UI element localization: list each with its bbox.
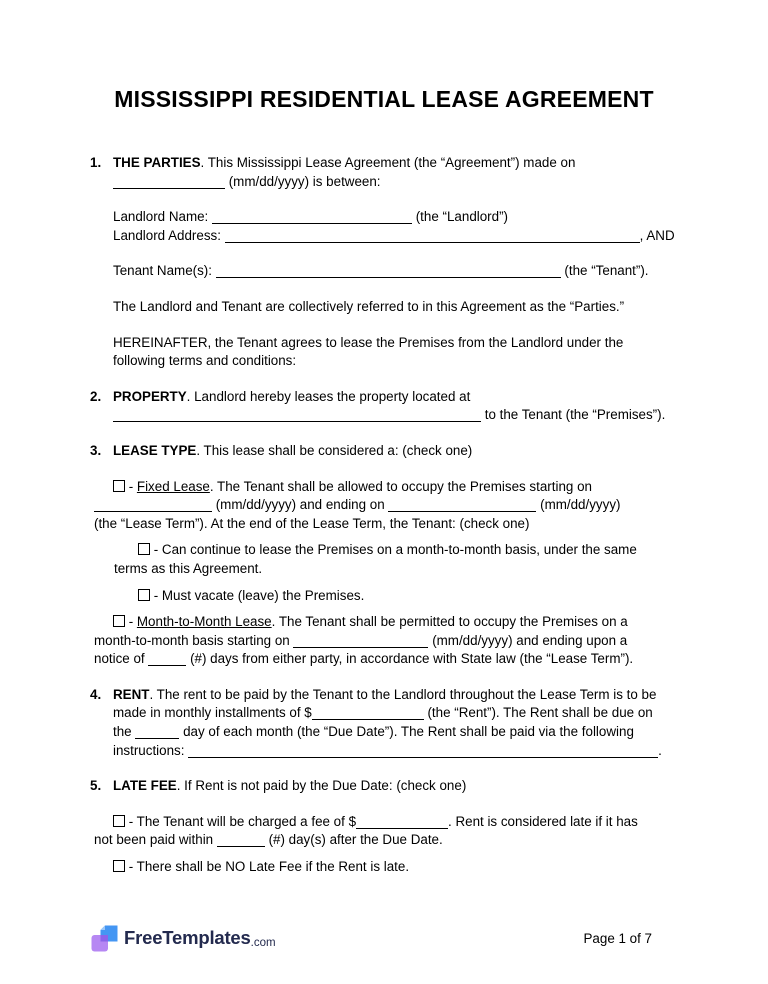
text-line <box>114 587 679 606</box>
text-line <box>113 173 679 192</box>
body-text: . This Mississippi Lease Agreement (the “Agreement”) made on <box>200 155 576 170</box>
text-line <box>94 858 679 877</box>
blank-fill-field[interactable] <box>212 209 412 224</box>
empty-checkbox-icon[interactable] <box>113 815 125 827</box>
body-text: . <box>658 742 662 758</box>
body-text: . This lease shall be considered a: (check one) <box>196 442 473 458</box>
brand-name: FreeTemplates <box>124 927 251 948</box>
body-text: day of each month (the “Due Date”). The Rent shall be paid via the following <box>179 724 634 740</box>
body-text: (the “Lease Term”). At the end of the Lease Term, the Tenant: (check one) <box>94 515 530 531</box>
blank-fill-field[interactable] <box>293 633 428 648</box>
text-line <box>113 208 679 227</box>
text-line <box>113 388 679 407</box>
body-text: the <box>113 724 136 740</box>
body-text: to the Tenant (the “Premises”). <box>481 407 666 423</box>
text-line <box>113 227 679 246</box>
checkbox-paragraph <box>94 613 679 669</box>
paragraph <box>113 298 679 317</box>
body-text: (mm/dd/yyyy) <box>536 497 621 513</box>
section-paragraph <box>90 442 679 461</box>
body-text: Landlord Address: <box>113 227 225 243</box>
document-body <box>90 154 679 877</box>
blank-fill-field[interactable] <box>216 263 561 278</box>
body-text: . Rent is considered late if it has <box>448 813 638 829</box>
checkbox-paragraph <box>94 478 679 534</box>
blank-fill-field[interactable] <box>217 832 265 847</box>
section-heading-text: THE PARTIES <box>113 155 201 170</box>
paragraph <box>113 334 679 371</box>
section-heading-text: LATE FEE <box>113 778 177 794</box>
body-text: following terms and conditions: <box>113 353 297 369</box>
brand-logo <box>91 925 276 952</box>
blank-fill-field[interactable] <box>188 743 658 758</box>
text-line <box>113 723 679 742</box>
text-line <box>113 352 679 371</box>
body-text: (#) day(s) after the Due Date. <box>264 832 443 848</box>
text-line <box>113 154 679 173</box>
empty-checkbox-icon[interactable] <box>138 543 150 555</box>
text-line <box>94 650 679 669</box>
section-paragraph <box>90 388 679 425</box>
text-line <box>113 742 679 761</box>
body-text: (the “Tenant”). <box>560 263 649 279</box>
body-text: made in monthly installments of $ <box>113 705 312 721</box>
page-footer <box>91 921 652 955</box>
blank-fill-field[interactable] <box>135 724 179 739</box>
section-heading-text: LEASE TYPE <box>113 442 197 458</box>
body-text: . The rent to be paid by the Tenant to the Landlord throughout the Lease Term is to be <box>149 686 657 702</box>
text-line <box>113 298 679 317</box>
text-line <box>94 613 679 632</box>
body-text: HEREINAFTER, the Tenant agrees to lease the Premises from the Landlord under the <box>113 334 624 350</box>
checkbox-paragraph <box>114 541 679 578</box>
empty-checkbox-icon[interactable] <box>113 860 125 872</box>
checkbox-paragraph <box>94 813 679 850</box>
text-line <box>113 334 679 353</box>
text-line <box>113 704 679 723</box>
text-line <box>113 686 679 705</box>
body-text: not been paid within <box>94 832 217 848</box>
body-text: - Can continue to lease the Premises on a month-to-month basis, under the same <box>150 542 637 558</box>
body-text: notice of <box>94 651 149 667</box>
section-number: 5. <box>90 778 102 794</box>
blank-fill-field[interactable] <box>94 497 212 512</box>
section-number: 3. <box>90 442 102 458</box>
blank-fill-field[interactable] <box>225 228 640 243</box>
brand-tld: .com <box>250 936 276 949</box>
body-text: instructions: <box>113 742 189 758</box>
blank-fill-field[interactable] <box>113 174 225 189</box>
section-number: 4. <box>90 686 102 702</box>
section-number: 2. <box>90 388 102 404</box>
document-title: MISSISSIPPI RESIDENTIAL LEASE AGREEMENT <box>114 86 654 112</box>
checkbox-paragraph <box>94 858 679 877</box>
text-line <box>114 560 679 579</box>
text-line <box>94 478 679 497</box>
body-text: (mm/dd/yyyy) is between: <box>225 173 381 189</box>
text-line <box>94 813 679 832</box>
text-line <box>94 831 679 850</box>
body-text: (#) days from either party, in accordance with State law (the “Lease Term”). <box>186 651 634 667</box>
section-heading-text: RENT <box>113 686 150 702</box>
body-text: . The Tenant shall be allowed to occupy the Premises starting on <box>209 478 592 494</box>
section-heading-text: PROPERTY <box>113 388 187 404</box>
underlined-term: Fixed Lease <box>136 478 210 494</box>
blank-fill-field[interactable] <box>312 705 424 720</box>
paragraph <box>113 208 679 245</box>
body-text: - The Tenant will be charged a fee of $ <box>125 813 357 829</box>
text-line <box>113 262 679 281</box>
body-text: terms as this Agreement. <box>114 560 263 576</box>
body-text: - <box>125 614 137 630</box>
blank-fill-field[interactable] <box>113 407 481 422</box>
blank-fill-field[interactable] <box>148 651 186 666</box>
empty-checkbox-icon[interactable] <box>113 480 125 492</box>
body-text: . Landlord hereby leases the property located at <box>186 388 471 404</box>
body-text: . If Rent is not paid by the Due Date: (check one) <box>176 778 467 794</box>
body-text: , AND <box>639 227 675 243</box>
paragraph <box>113 262 679 281</box>
body-text: - Must vacate (leave) the Premises. <box>150 587 365 603</box>
body-text: month-to-month basis starting on <box>94 632 294 648</box>
page-number: Page 1 of 7 <box>583 930 652 946</box>
text-line <box>113 442 679 461</box>
body-text: . The Tenant shall be permitted to occupy the Premises on a <box>271 614 628 630</box>
checkbox-paragraph <box>114 587 679 606</box>
section-number: 1. <box>90 155 102 170</box>
body-text: - There shall be NO Late Fee if the Rent is late. <box>125 859 410 875</box>
text-line <box>94 515 679 534</box>
blank-fill-field[interactable] <box>356 814 448 829</box>
section-paragraph <box>90 686 679 760</box>
body-text: (mm/dd/yyyy) and ending upon a <box>428 632 628 648</box>
body-text: Landlord Name: <box>113 209 212 225</box>
text-line <box>114 541 679 560</box>
text-line <box>113 406 679 425</box>
body-text: (the “Landlord”) <box>412 209 509 225</box>
body-text: The Landlord and Tenant are collectively referred to in this Agreement as the “Parties.” <box>113 298 625 314</box>
body-text: (the “Rent”). The Rent shall be due on <box>423 705 653 721</box>
empty-checkbox-icon[interactable] <box>113 615 125 627</box>
body-text: (mm/dd/yyyy) and ending on <box>212 497 389 513</box>
text-line <box>94 496 679 515</box>
text-line <box>113 777 679 796</box>
text-line <box>94 632 679 651</box>
underlined-term: Month-to-Month Lease <box>136 614 272 630</box>
empty-checkbox-icon[interactable] <box>138 589 150 601</box>
section-paragraph <box>90 777 679 796</box>
blank-fill-field[interactable] <box>388 497 536 512</box>
body-text: - <box>125 478 137 494</box>
section-paragraph <box>90 154 679 191</box>
body-text: Tenant Name(s): <box>113 263 216 279</box>
freetemplates-logo-icon <box>91 925 118 952</box>
